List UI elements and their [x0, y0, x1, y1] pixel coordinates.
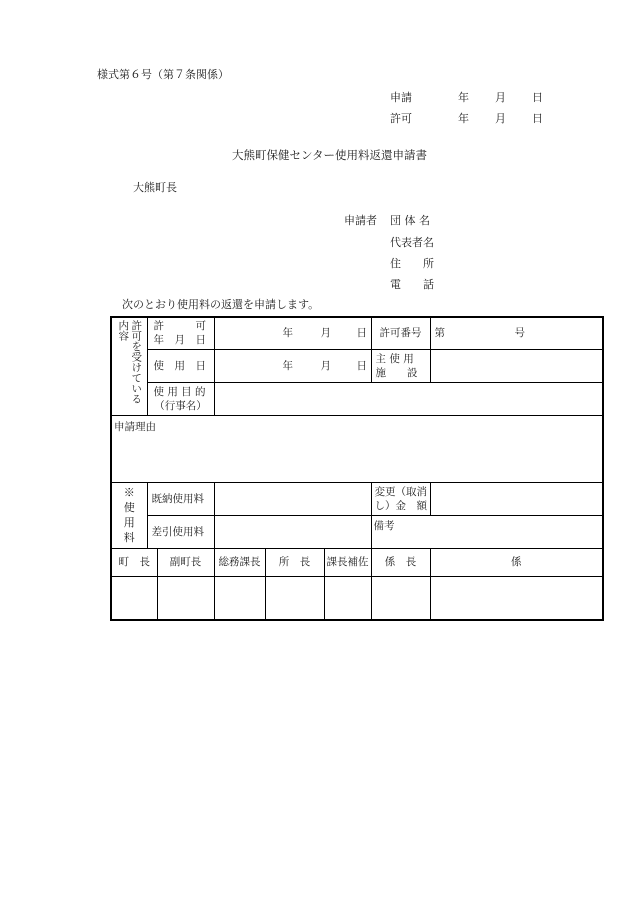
purpose-header [147, 382, 214, 415]
group-name-label: 団 体 名 [390, 214, 430, 227]
permit-date-line2: 年 月 日 [153, 334, 206, 347]
approval-header-deputy-mayor: 副町長 [157, 548, 214, 576]
permit-day: 日 [532, 112, 543, 125]
permit-date-label: 許可 [390, 112, 412, 125]
permit-year: 年 [458, 112, 469, 125]
permit-number-label: 許可番号 [371, 317, 430, 349]
change-amount-label [371, 482, 430, 515]
application-year: 年 [458, 91, 469, 104]
approval-stamp-mayor[interactable] [111, 576, 157, 620]
use-date-value[interactable] [214, 349, 371, 382]
intro-text: 次のとおり使用料の返還を申請します。 [122, 298, 320, 311]
addressee: 大熊町長 [133, 181, 177, 194]
permit-date-line1: 許 可 [153, 320, 206, 333]
permit-number-prefix: 第 [434, 327, 446, 340]
applicant-label: 申請者 [344, 214, 377, 227]
reason-cell[interactable] [111, 415, 603, 482]
remarks-label: 備考 [373, 519, 395, 532]
paid-fee-label: 既納使用料 [147, 482, 214, 515]
permit-date-header [147, 317, 214, 349]
approval-header-staff: 係 [430, 548, 603, 576]
reason-label: 申請理由 [114, 420, 156, 433]
representative-label: 代表者名 [390, 236, 434, 249]
approval-stamp-deputy-mayor[interactable] [157, 576, 214, 620]
permit-date-month: 月 [320, 327, 331, 340]
approval-header-general-affairs: 総務課長 [214, 548, 265, 576]
deducted-fee-value[interactable] [214, 515, 371, 548]
remarks-cell[interactable] [371, 515, 603, 548]
approval-header-mayor: 町 長 [111, 548, 157, 576]
permit-number-value[interactable] [430, 317, 603, 349]
application-month: 月 [495, 91, 506, 104]
purpose-value[interactable] [214, 382, 603, 415]
deducted-fee-label: 差引使用料 [147, 515, 214, 548]
approval-stamp-general-affairs[interactable] [214, 576, 265, 620]
facility-value[interactable] [430, 349, 603, 382]
facility-line2: 施 設 [375, 366, 418, 379]
use-date-year: 年 [282, 359, 293, 372]
document-title: 大熊町保健センター使用料返還申請書 [232, 148, 428, 162]
permit-date-value[interactable] [214, 317, 371, 349]
fee-label: ※使用料 [123, 486, 135, 544]
approval-header-director: 所 長 [265, 548, 324, 576]
approval-stamp-director[interactable] [265, 576, 324, 620]
use-date-label: 使 用 日 [153, 359, 206, 372]
approval-stamp-section-chief[interactable] [371, 576, 430, 620]
permitted-content-cell [111, 317, 147, 415]
address-label: 住 所 [390, 257, 434, 270]
purpose-line2: （行事名） [154, 399, 207, 412]
refund-form-table [110, 316, 604, 621]
facility-label-cell [371, 349, 430, 382]
form-number: 様式第６号（第７条関係） [97, 68, 229, 81]
application-date-label: 申請 [390, 91, 412, 104]
application-day: 日 [532, 91, 543, 104]
approval-stamp-staff[interactable] [430, 576, 603, 620]
permit-number-suffix: 号 [514, 327, 526, 340]
approval-stamp-assistant-manager[interactable] [324, 576, 371, 620]
approval-header-section-chief: 係 長 [371, 548, 430, 576]
change-line2: し）金 額 [374, 499, 428, 512]
phone-label: 電 話 [390, 278, 434, 291]
approval-header-assistant-manager: 課長補佐 [324, 548, 371, 576]
use-date-header [147, 349, 214, 382]
facility-line1: 主 使 用 [375, 352, 414, 365]
fee-cell [111, 482, 147, 548]
use-date-day: 日 [356, 359, 367, 372]
permit-date-year: 年 [282, 327, 293, 340]
permit-month: 月 [495, 112, 506, 125]
permitted-content-label: 許可を受けている内容 [117, 320, 143, 404]
permit-date-day: 日 [356, 327, 367, 340]
paid-fee-value[interactable] [214, 482, 371, 515]
purpose-line1: 使 用 目 的 [153, 385, 206, 398]
change-line1: 変更（取消 [374, 485, 428, 498]
use-date-month: 月 [320, 359, 331, 372]
change-amount-value[interactable] [430, 482, 603, 515]
